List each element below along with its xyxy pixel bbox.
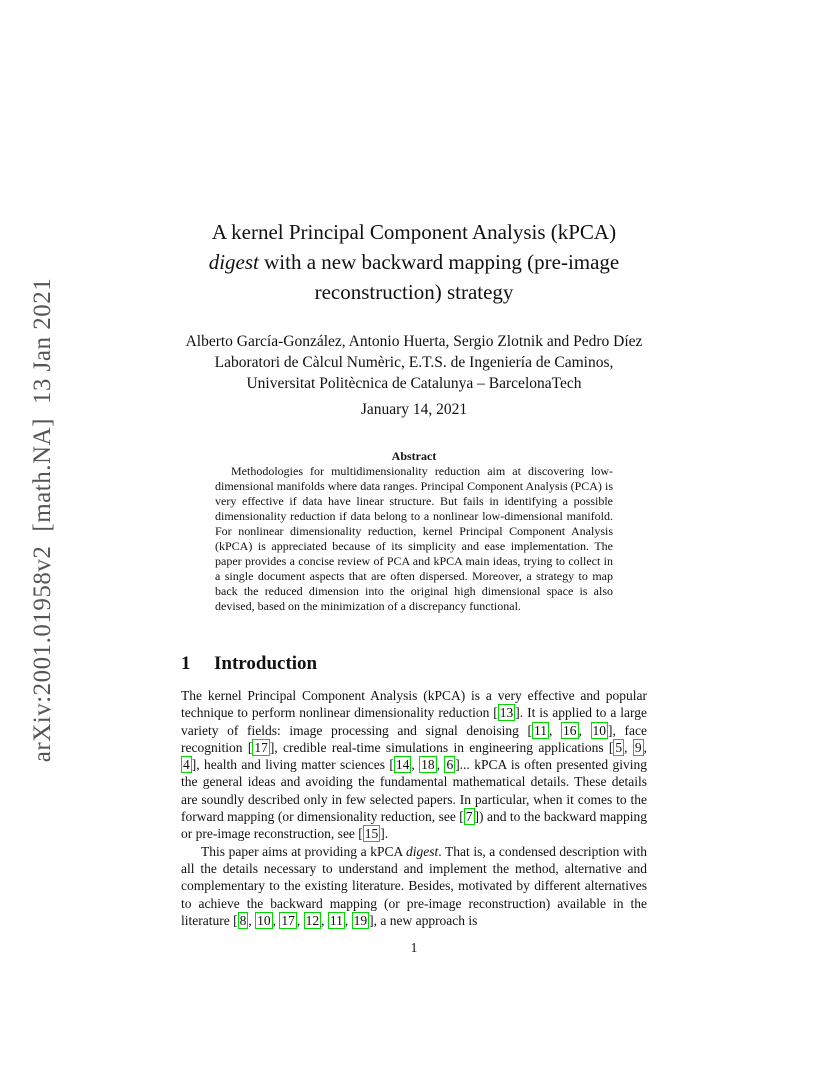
citation-link[interactable]: 13 — [499, 705, 514, 721]
page-number: 1 — [410, 940, 418, 955]
citation-link[interactable]: 14 — [395, 757, 410, 773]
text-run: , — [272, 912, 280, 928]
affiliation-line-2: Universitat Politècnica de Catalunya – BarcelonaTech — [246, 375, 582, 392]
text-run: ], a new approach is — [369, 912, 478, 928]
citation-link[interactable]: 12 — [305, 912, 320, 928]
paper-title — [150, 217, 678, 307]
arxiv-date: 13 Jan 2021 — [29, 277, 56, 405]
text-run: , — [624, 739, 633, 755]
paragraph-1 — [181, 687, 647, 843]
section-number: 1 — [181, 653, 191, 674]
title-line-1: A kernel Principal Component Analysis (kPCA) — [211, 220, 617, 244]
citation-link[interactable]: 4 — [183, 757, 190, 773]
title-italic-word: digest — [208, 250, 259, 274]
text-run: The kernel Principal Component Analysis (kPCA) is a very effective and popular technique to perform nonlinear dimensionality reduction [ — [181, 688, 647, 721]
abstract-heading: Abstract — [391, 449, 437, 463]
abstract-text: Methodologies for multidimensionality reduction aim at discovering low-dimensional manifolds where data ranges. Principal Component Analysis (PCA) is very effective if data have linear structure. But fails in identifying a possible dimensionality reduction if data belong to a nonlinear low-dimensional manifold. For nonlinear dimensionality reduction, kernel Principal Component Analysis (kPCA) is appreciated because of its simplicity and ease implementation. The paper provides a concise review of PCA and kPCA main ideas, trying to collect in a single document aspects that are often dispersed. Moreover, a strategy to map back the reduced dimension into the original high dimensional space is also devised, based on the minimization of a discrepancy functional. — [215, 464, 613, 613]
body-text — [181, 687, 647, 929]
text-run: . That is, a condensed description with all the details necessary to understand and implement the method, alternative and complementary to the existing literature. Besides, motivated by different alternatives to achieve the backward mapping (or pre-image reconstruction) available in the literature [ — [181, 843, 647, 928]
citation-link[interactable]: 11 — [534, 722, 547, 738]
text-run: This paper aims at providing a kPCA — [201, 843, 407, 859]
citation-link[interactable]: 17 — [254, 739, 268, 755]
text-run: , — [549, 722, 562, 738]
paper-date: January 14, 2021 — [360, 401, 468, 418]
text-run: , — [296, 912, 304, 928]
arxiv-id: arXiv:2001.01958v2 — [29, 545, 56, 763]
citation-link[interactable]: 10 — [592, 722, 607, 738]
text-run: ]. — [380, 826, 389, 842]
text-run: ], face recognition [ — [181, 722, 648, 755]
text-run: ], credible real-time simulations in engineering applications [ — [269, 739, 614, 755]
citation-link[interactable]: 10 — [257, 912, 271, 928]
text-run: , — [321, 912, 328, 928]
section-heading — [181, 653, 317, 675]
paragraph-2 — [181, 843, 647, 929]
text-run: , — [411, 757, 420, 773]
citation-link[interactable]: 7 — [465, 809, 473, 825]
section-title: Introduction — [214, 653, 318, 674]
citation-link[interactable]: 6 — [446, 757, 454, 773]
citation-link[interactable]: 5 — [615, 739, 623, 755]
citation-link[interactable]: 18 — [421, 757, 435, 773]
citation-link[interactable]: 15 — [364, 826, 379, 842]
italic-word: digest — [406, 843, 439, 859]
arxiv-sidebar-stamp — [29, 278, 57, 762]
title-line-2 — [150, 247, 678, 277]
citation-link[interactable]: 16 — [563, 722, 577, 738]
text-run: , — [436, 757, 445, 773]
author-block — [140, 331, 688, 394]
text-run: ], health and living matter sciences [ — [191, 757, 394, 773]
text-run: , — [578, 722, 591, 738]
text-run: , — [344, 912, 352, 928]
title-line-3: reconstruction) strategy — [314, 280, 514, 304]
citation-link[interactable]: 19 — [353, 912, 368, 928]
text-run: ]) and to the backward mapping or pre-image reconstruction, see [ — [181, 809, 647, 842]
text-run: ]... kPCA is often presented giving the general ideas and avoiding the fundamental mathematical details. These details are soundly described only in few selected papers. In particular, when it comes to the forward mapping (or dimensionality reduction, see [ — [181, 757, 647, 825]
text-run: ]. It is applied to a large variety of fields: image processing and signal denoising [ — [181, 705, 647, 738]
citation-link[interactable]: 9 — [634, 739, 642, 755]
title-line-2-rest: with a new backward mapping (pre-image — [258, 250, 620, 274]
author-names: Alberto García-González, Antonio Huerta, Sergio Zlotnik and Pedro Díez — [185, 333, 643, 350]
arxiv-category: [math.NA] — [29, 418, 56, 532]
text-run: , — [643, 739, 647, 755]
citation-link[interactable]: 17 — [281, 912, 295, 928]
text-run: , — [248, 912, 256, 928]
affiliation-line-1: Laboratori de Càlcul Numèric, E.T.S. de Ingeniería de Caminos, — [214, 354, 614, 371]
citation-link[interactable]: 8 — [239, 912, 247, 928]
citation-link[interactable]: 11 — [329, 912, 343, 928]
